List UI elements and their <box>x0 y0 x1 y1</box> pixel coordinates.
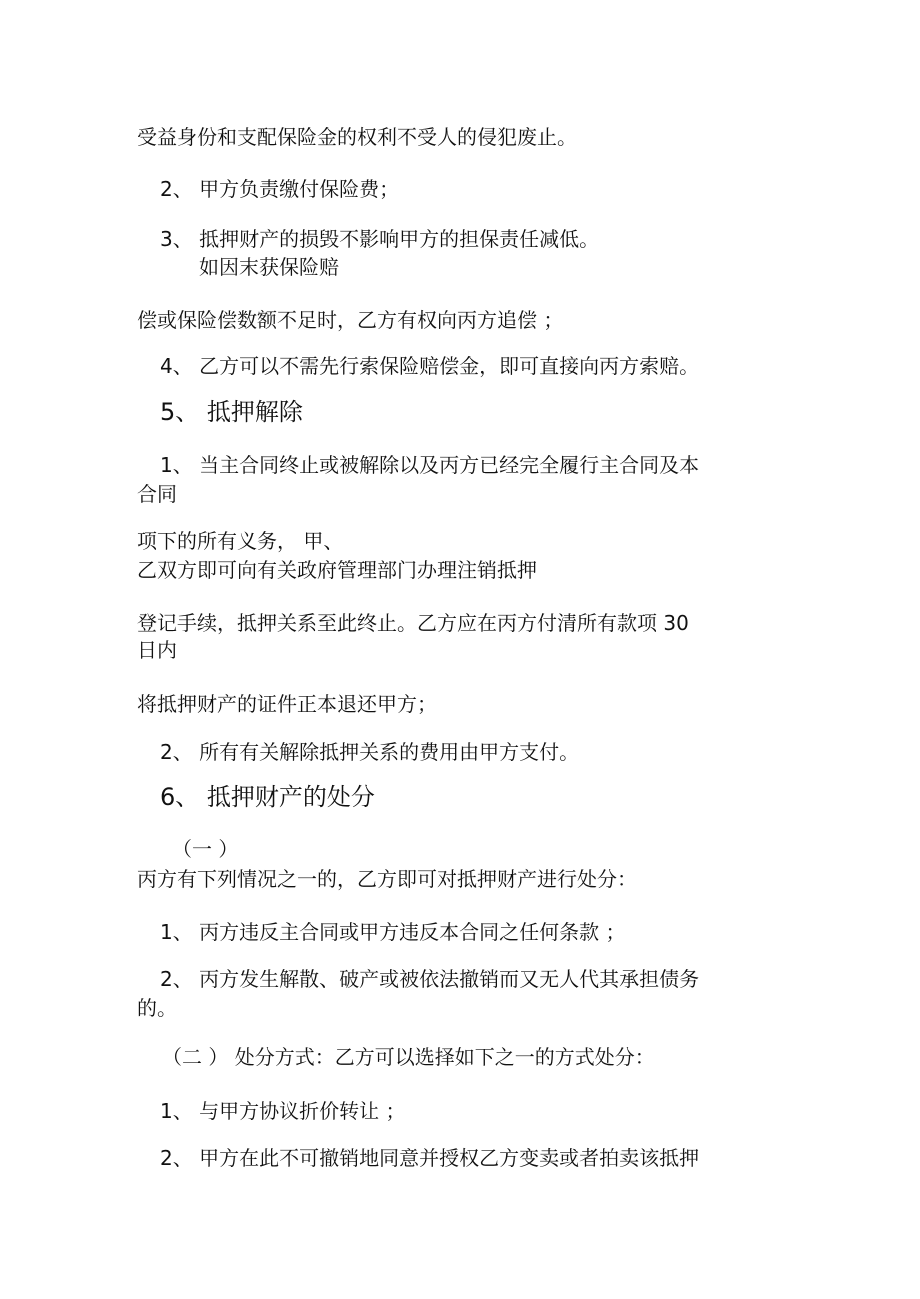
clause-item: 4、 乙方可以不需先行索保险赔偿金，即可直接向丙方索赔。 <box>160 354 700 378</box>
clause-item: 1、 与甲方协议折价转让 ； <box>160 1099 406 1123</box>
section-heading: 6、 抵押财产的处分 <box>160 783 375 811</box>
clause-item: 1、 当主合同终止或被解除以及丙方已经完全履行主合同及本 <box>160 453 700 477</box>
subsection-label: （一 ） <box>172 837 239 861</box>
paragraph-line: 如因末获保险赔 <box>199 255 339 279</box>
paragraph-line: 的。 <box>137 996 177 1020</box>
clause-item: 2、 甲方负责缴付保险费； <box>160 177 400 201</box>
paragraph-line: 日内 <box>137 638 177 662</box>
paragraph-line: 受益身份和支配保险金的权利不受人的侵犯废止。 <box>137 125 577 149</box>
paragraph-line: 将抵押财产的证件正本退还甲方； <box>137 692 437 716</box>
subsection-label: （二 ） 处分方式：乙方可以选择如下之一的方式处分： <box>162 1045 655 1069</box>
clause-item: 1、 丙方违反主合同或甲方违反本合同之任何条款 ； <box>160 920 626 944</box>
paragraph-line: 登记手续，抵押关系至此终止。乙方应在丙方付清所有款项 30 <box>137 611 689 635</box>
paragraph-line: 偿或保险偿数额不足时，乙方有权向丙方追偿 ； <box>137 308 564 332</box>
paragraph-line: 合同 <box>137 482 177 506</box>
clause-item: 3、 抵押财产的损毁不影响甲方的担保责任减低。 <box>160 227 600 251</box>
clause-item: 2、 所有有关解除抵押关系的费用由甲方支付。 <box>160 740 580 764</box>
paragraph-line: 项下的所有义务， 甲、 <box>137 529 344 553</box>
clause-item: 2、 丙方发生解散、破产或被依法撤销而又无人代其承担债务 <box>160 967 700 991</box>
clause-item: 2、 甲方在此不可撤销地同意并授权乙方变卖或者拍卖该抵押 <box>160 1146 700 1170</box>
section-heading: 5、 抵押解除 <box>160 398 303 426</box>
paragraph-line: 丙方有下列情况之一的，乙方即可对抵押财产进行处分： <box>137 867 637 891</box>
paragraph-line: 乙双方即可向有关政府管理部门办理注销抵押 <box>137 558 537 582</box>
